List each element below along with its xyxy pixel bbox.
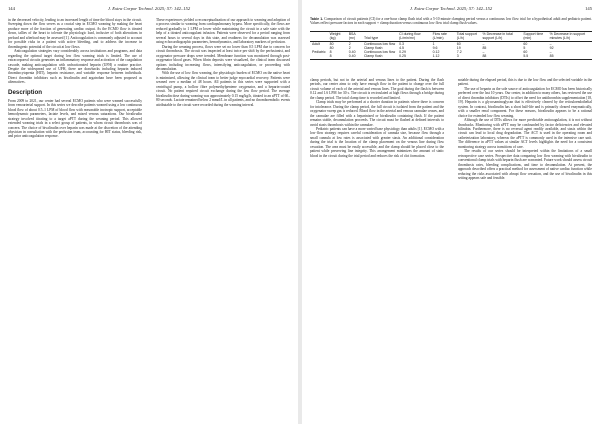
table-cell: 8 — [329, 50, 332, 55]
left-column-2 — [156, 18, 290, 107]
table-cell: 85 — [548, 54, 592, 59]
paragraph: notable during the elapsed period, this is due to the low flow and the selected variable in the patient. — [458, 78, 592, 87]
table-label: Table 1. — [310, 17, 324, 21]
paragraph: Anticoagulation strategies vary considerably across institutions and programs, and data regarding the optimal target during low flow weaning trials is limited. The use of extracorporeal circuits generates an inflammatory response and activation of the coagulation cascade, making anticoagulation with unfractionated heparin (UFH) a routine practice. Despite the widespread use of UFH, there are drawbacks including heparin induced thrombocytopenia (HIT), heparin resistance, and variable response between individuals. Direct thrombin inhibitors such as bivalirudin and argatroban have been proposed as alternatives. — [8, 49, 142, 85]
table-cell: 19 — [456, 45, 461, 50]
table-caption — [310, 17, 592, 26]
table-cell: Adult — [312, 41, 320, 46]
paragraph: in the decreased velocity, leading to an increased length of time the blood stays in the circuit. Sweeping down the flow serves as a crucial step in ECMO weaning by making the heart produce more of the fraction of generating cardiac output. As the ECMO flow is titrated down, tallies of the heart to tolerate the physiologic load, inclusive of both alterations in preload and afterload may be assessed [1]. Anticoagulation is commonly adjusted to account for possible risks in a patient with active bleeding, and to address the increase in thrombogenic potential of the circuit at low flows. — [8, 18, 142, 49]
table-cell: 60 — [456, 41, 461, 46]
table-header-cell: % Decrease in total support (L/h) — [480, 32, 521, 42]
page-number: 144 — [8, 6, 15, 11]
paragraph: During the weaning process, flows were set no lower than 0.5 LPM due to concern for circuit thrombosis. The circuit was inspected at least twice per shift by the perfusionist, and oxygenator pressure drops were trended. Membrane function was monitored through post-oxygenator blood gases. When fibrin deposits were visualized, the clinical team discussed options including increasing flows, intensifying anticoagulation, or proceeding with decannulation. — [156, 44, 290, 71]
table-cell: 1.12 — [431, 54, 455, 59]
table-cell: 92 — [549, 45, 554, 50]
journal-citation: J. Extra Corpor Technol. 2025; 57: 142–152 — [107, 6, 191, 11]
table-header-cell: CI during flow (L/min/m²) — [397, 32, 430, 42]
paragraph: Clamp trials may be performed at a shorter duration in patients where there is concern for intolerance. During the clamp period, the full circuit is isolated from the patient and the oxygenator sweep gas is reduced. Blood flow in the arterial and venous cannulae ceases, and the cannulae are filled with a heparinized or bivalirudin containing flush. If the patient remains stable, decannulation proceeds. The circuit must be flashed at defined intervals to avoid stasis thrombosis within the cannulae. — [310, 100, 444, 127]
paragraph: The results of our series should be interpreted within the limitations of a small retrospective case series. Prospective data comparing low flow weaning with bivalirudin to conventional clamp trials with heparin flush are warranted. Future work should assess circuit thrombosis rates, bleeding complications, and time to decannulation. At present, the approach described offers a practical method for assessment of native cardiac function while reducing the risks associated with abrupt flow cessation, and the use of bivalirudin in this setting appears safe and feasible. — [458, 149, 592, 180]
table-cell: 0.3 — [399, 41, 404, 46]
table-cell: Pediatric — [312, 50, 326, 55]
paragraph: These experiences yielded a reconceptualization of our approach to weaning and adoption of a process similar to weaning from cardiopulmonary bypass. More specifically, the flows are reduced gradually to 1 LPM or lower while maintaining the circuit in a safe state with the help of a titrated anticoagulant infusion. Patients were observed for a period ranging from several hours to several days in this state, and readiness for decannulation was assessed using echocardiographic parameters, hemodynamics, and laboratory markers of perfusion. — [156, 18, 290, 45]
paragraph: Pediatric patients can have a more varied base physiology than adults [1]. ECMO with a low-flow strategy requires careful consideration of cannula size, because flow through a small cannula at low rates is associated with greater stasis. An additional consideration during the trial is the location of the clamp placement on the venous line during flow cessation. The area must be easily accessible, and the clamp should be placed close to the patient while preserving line integrity. This arrangement minimizes the amount of static blood in the circuit during the trial period and reduces the risk of clot formation. — [310, 126, 444, 158]
table-header-cell: Trial type — [362, 32, 397, 42]
table-header-cell: BSA (m²) — [347, 32, 362, 42]
table-header-cell — [310, 32, 328, 42]
paragraph: From 2009 to 2021, our center had several ECMO patients who were weaned successfully from venoarterial support. In this series we describe patients weaned using a low continuous blood flow of about 0.5–1 LPM of blood flow with reasonable inotropic support, acceptable hemodynamic parameters, lactate levels, and mixed venous saturations. Our bivalirudin strategy involved titrating to a target aPTT during the weaning period. This allowed extended weaning trials in a select group of patients, in whom circuit thrombosis was of concern. The choice of bivalirudin over heparin was made at the discretion of the attending physician in consultation with the perfusion team, accounting for HIT status, bleeding risk, and prior anticoagulation response. — [8, 98, 142, 139]
table-cell: 60 — [523, 41, 528, 46]
table-cell: Clamp flush — [363, 45, 383, 50]
table-cell: – — [549, 50, 552, 55]
table-cell: 1 — [432, 41, 435, 46]
left-column-1 — [8, 18, 142, 139]
table-cell: Clamp flush — [362, 54, 397, 59]
table-cell: 0.25 — [397, 54, 430, 59]
paragraph: Although the use of DTIs allows for more predictable anticoagulation, it is not without drawbacks. Monitoring with aPTT may be confounded by factor deficiencies and elevated bilirubin. Furthermore, there is no reversal agent readily available, and stasis within the circuit can lead to local drug degradation. The ACT is used in the operating room and catheterization laboratory, whereas the aPTT is commonly used in the intensive care unit. The difference in aPTT values at similar ACT levels highlights the need for a consistent monitoring strategy across transitions of care. — [458, 118, 592, 149]
table-cell: 0.29 — [399, 50, 406, 55]
table-cell: 80 — [329, 45, 334, 50]
paragraph: clamp periods, but not in the arterial and venous lines to the patient. During the flash periods, our center aims to only have enough flow in the patient to change over the full circuit volume of each of the arterial and venous lines. The goal during the flash is between 0.12 and 1.6 LPM for 30 s. The circuit is recirculated at high flows through a bridge during the clamp period. The total clamp time is recorded and limited. — [310, 78, 444, 100]
left-page — [0, 0, 298, 424]
table-cell: – — [482, 50, 485, 55]
table-header-row — [310, 32, 592, 42]
section-heading: Description — [8, 88, 43, 96]
table-cell: Continuous low flow — [363, 50, 396, 55]
right-column-1 — [310, 78, 444, 158]
table-cell: 60 — [523, 50, 528, 55]
table-cell: – — [482, 41, 485, 46]
table-cell: 88 — [480, 54, 521, 59]
table-cell: 9.6 — [432, 45, 438, 50]
table-header-cell: Support time (min) — [521, 32, 547, 42]
table-cell: 4.5 — [399, 45, 404, 50]
journal-citation: J. Extra Corpor Technol. 2025; 57: 142–152 — [409, 6, 493, 11]
page-number: 145 — [585, 6, 592, 11]
table-cell: 8 — [328, 54, 347, 59]
table-header-cell: % Decrease in support minutes (L/h) — [548, 32, 592, 42]
right-page — [302, 0, 600, 424]
paragraph: With the use of low flow weaning, the physiologic burden of ECMO on the native heart is minimized, allowing the clinical team to better judge myocardial recovery. Patients were weaned over a median of 48 hours. All patients in this series were supported with a centrifugal pump, a hollow fibre polymethylpentene oxygenator, and a heparin-coated circuit. No patient required circuit exchange during the low flow period. The average bivalirudin dose during weaning was approximately 0.15 mg/kg/h, titrated to an aPTT of 60–80 seconds. Lactate remained below 2 mmol/L in all patients, and no thromboembolic events attributable to the circuit were recorded during the weaning interval. — [156, 71, 290, 107]
table-cell: Continuous low flow — [363, 41, 396, 46]
table-cell: 2 — [348, 45, 351, 50]
table-header-cell: Flow rate (L/min) — [431, 32, 455, 42]
table-cell: 0.40 — [348, 50, 356, 55]
table-caption-text: Comparison of circuit patients (CI) for a one-hour clamp flush trial with a 5-10 minute clamping period versus a continuous low flow trial for a hypothetical adult and pediatric patient. Values reflect pressure factors in each support + clamp duration versus continuous low flow trial clamp flush values. — [310, 17, 592, 26]
table-cell: 80 — [329, 41, 334, 46]
paragraph: The use of heparin as the sole source of anticoagulation for ECMO has been historically preferred over the last 10 years. Our center, in addition to many others, has reviewed the use of direct thrombin inhibitors (DTIs) to offset the need for antithrombin supplementation [18, 19]. Heparin is a glycosaminoglycan that is effectively cleared by the reticuloendothelial system. In contrast, bivalirudin has a short half-life and is primarily cleared enzymatically, with a smaller renal component. For these reasons, bivalirudin appears to be a rational choice for extended low flow weaning. — [458, 86, 592, 118]
data-table — [310, 31, 592, 60]
table-header-cell: Total support (L/h) — [455, 32, 481, 42]
table-cell — [310, 54, 328, 59]
table-cell: 5 — [523, 45, 526, 50]
table-cell: 0.12 — [432, 50, 440, 55]
table-row — [310, 54, 592, 59]
table-cell: 0.40 — [347, 54, 362, 59]
table-cell: 3 — [455, 54, 481, 59]
table-header-cell: Weight (kg) — [328, 32, 347, 42]
table-cell: – — [549, 41, 552, 46]
right-column-2 — [458, 78, 592, 180]
table-cell: 2 — [348, 41, 351, 46]
table-cell: 85 — [482, 45, 487, 50]
table-cell: 5.5 — [521, 54, 547, 59]
table-cell: 7.2 — [456, 50, 462, 55]
